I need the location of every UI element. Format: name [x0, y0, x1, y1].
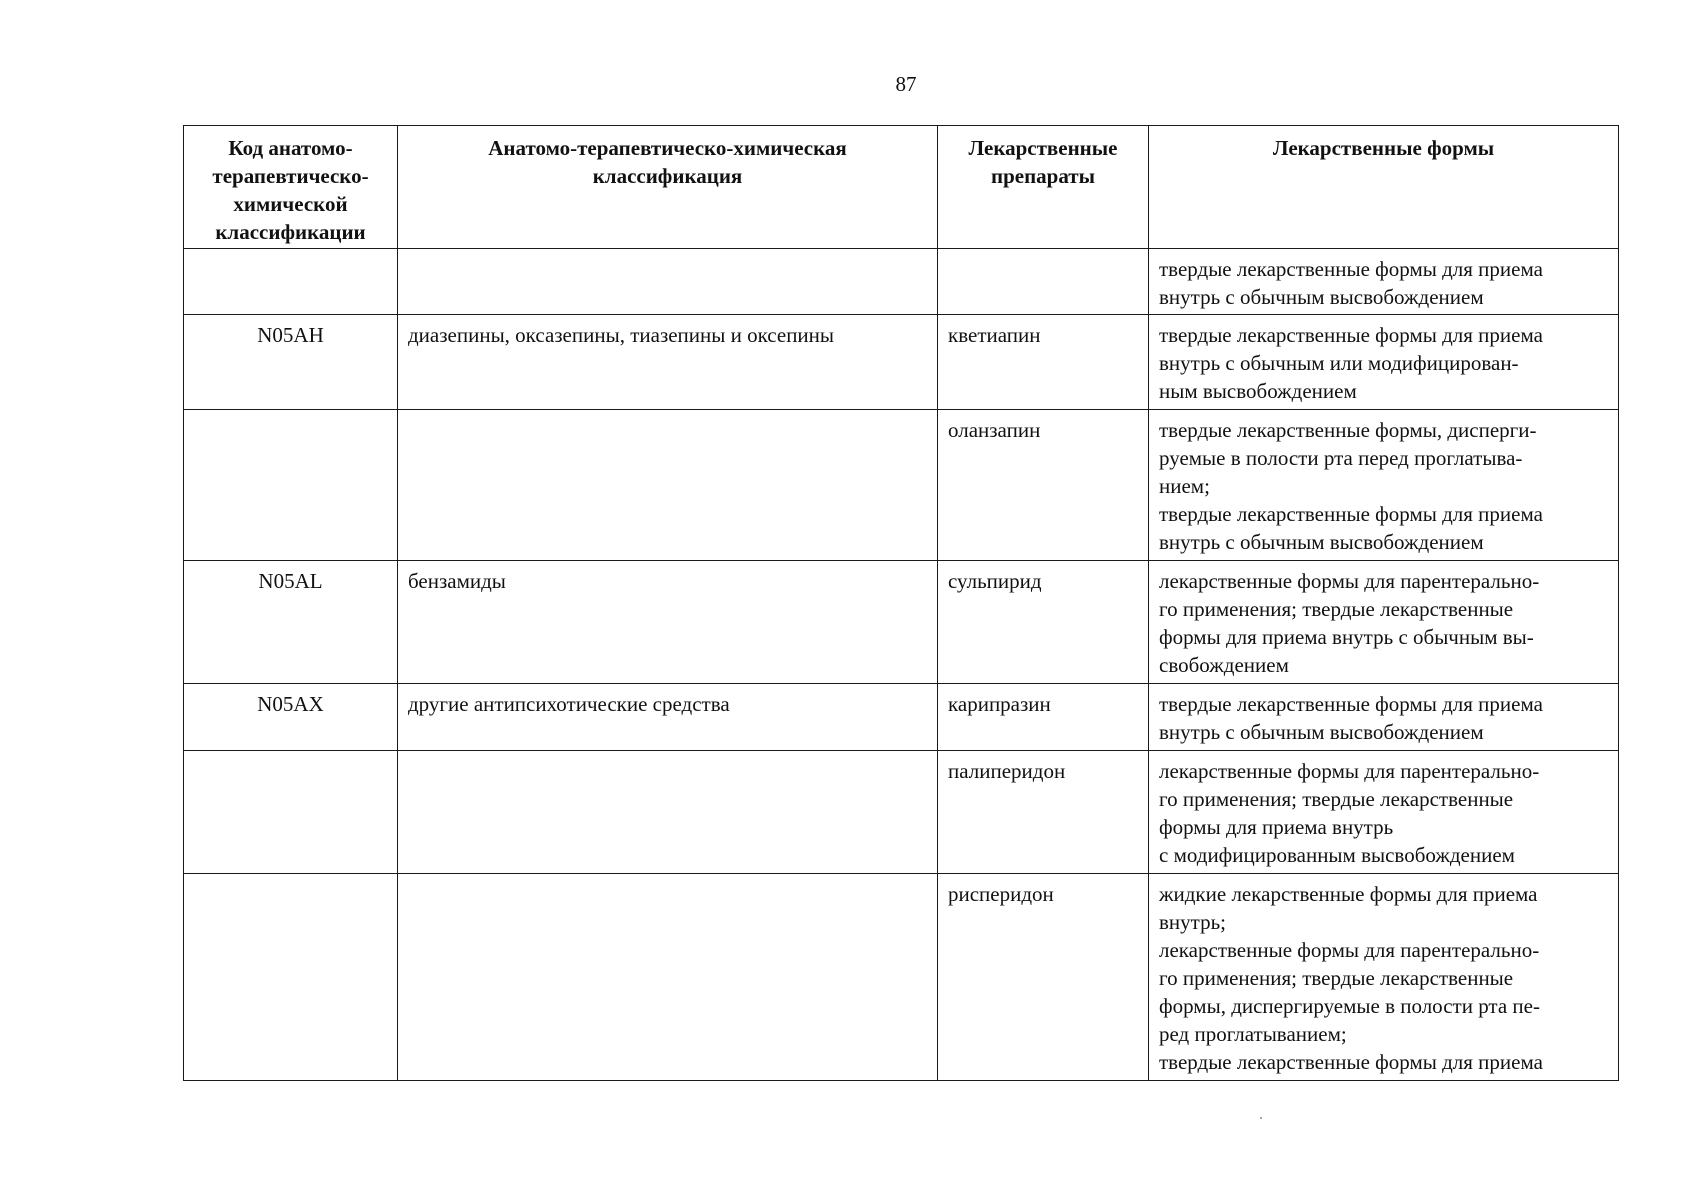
cell-drug: рисперидон — [938, 874, 1149, 1081]
cell-drug — [938, 249, 1149, 315]
table-header-row — [184, 126, 1619, 249]
cell-classification: бензамиды — [398, 561, 938, 684]
cell-code — [184, 751, 398, 874]
cell-drug: оланзапин — [938, 410, 1149, 561]
cell-forms: твердые лекарственные формы, дисперги- руемые в полости рта перед проглатыва- нием; твердые лекарственные формы для приема внутрь с обычным высвобождением — [1149, 410, 1619, 561]
header-drugs: Лекарственные препараты — [938, 126, 1149, 249]
cell-forms: твердые лекарственные формы для приема внутрь с обычным высвобождением — [1149, 684, 1619, 751]
cell-drug: карипразин — [938, 684, 1149, 751]
cell-drug: палиперидон — [938, 751, 1149, 874]
header-atc-code: Код анатомо- терапевтическо- химической классификации — [184, 126, 398, 249]
cell-code — [184, 249, 398, 315]
header-dosage-forms: Лекарственные формы — [1149, 126, 1619, 249]
table-row — [184, 751, 1619, 874]
cell-classification: диазепины, оксазепины, тиазепины и оксепины — [398, 315, 938, 410]
table-row — [184, 249, 1619, 315]
cell-forms: жидкие лекарственные формы для приема внутрь; лекарственные формы для парентерально- го применения; твердые лекарственные формы, диспергируемые в полости рта пе- ред проглатыванием; твердые лекарственные формы для приема — [1149, 874, 1619, 1081]
cell-drug: сульпирид — [938, 561, 1149, 684]
cell-code — [184, 410, 398, 561]
cell-code: N05AX — [184, 684, 398, 751]
cell-forms: твердые лекарственные формы для приема внутрь с обычным высвобождением — [1149, 249, 1619, 315]
cell-classification — [398, 874, 938, 1081]
cell-classification — [398, 410, 938, 561]
header-atc-classification: Анатомо-терапевтическо-химическая классификация — [398, 126, 938, 249]
page-number: 87 — [895, 72, 917, 96]
table-row — [184, 874, 1619, 1081]
scan-speck — [1260, 1117, 1262, 1119]
table-row — [184, 315, 1619, 410]
table-row — [184, 561, 1619, 684]
cell-classification: другие антипсихотические средства — [398, 684, 938, 751]
cell-forms: лекарственные формы для парентерально- го применения; твердые лекарственные формы для приема внутрь с обычным вы- свобождением — [1149, 561, 1619, 684]
cell-classification — [398, 249, 938, 315]
cell-code: N05AL — [184, 561, 398, 684]
cell-code: N05AH — [184, 315, 398, 410]
cell-forms: лекарственные формы для парентерально- го применения; твердые лекарственные формы для приема внутрь с модифицированным высвобождением — [1149, 751, 1619, 874]
cell-forms: твердые лекарственные формы для приема внутрь с обычным или модифицирован- ным высвобождением — [1149, 315, 1619, 410]
cell-classification — [398, 751, 938, 874]
cell-code — [184, 874, 398, 1081]
atc-drug-table — [183, 125, 1619, 1081]
cell-drug: кветиапин — [938, 315, 1149, 410]
table-row — [184, 684, 1619, 751]
table-row — [184, 410, 1619, 561]
